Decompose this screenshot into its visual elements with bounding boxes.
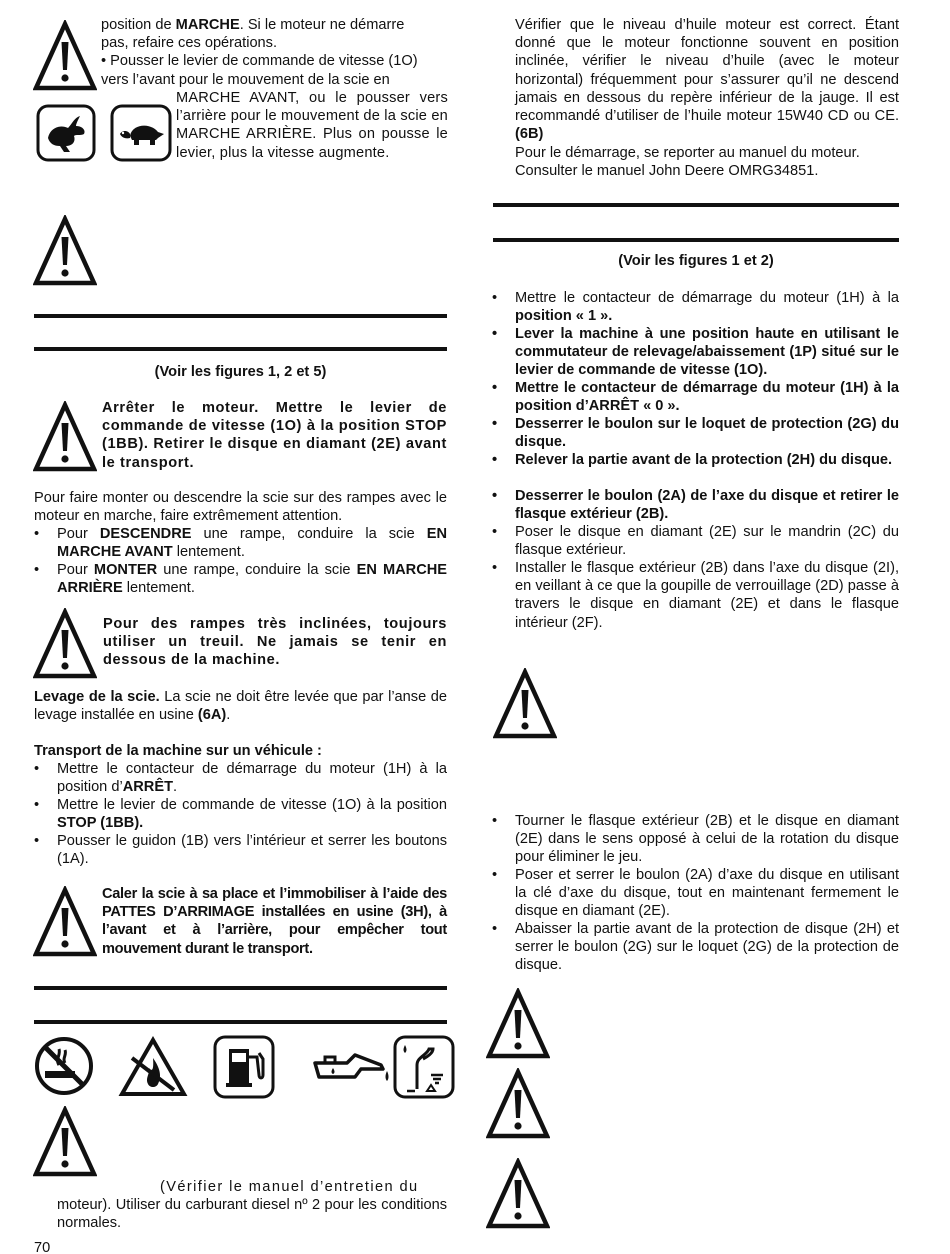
list-item: • Desserrer le boulon (2A) de l’axe du disque et retirer le flasque extérieur (2B). xyxy=(492,488,899,523)
speed-control-text: MARCHE AVANT, ou le pousser vers l’arrière pour le mouvement de la scie en MARCHE ARRIÈRE. Plus on pousse le levier, plus la vitesse augmente. xyxy=(176,90,448,161)
list-item: • Mettre le levier de commande de vitesse (1O) à la position STOP (1BB). xyxy=(34,797,447,832)
top-paragraph: position de MARCHE. Si le moteur ne démarre pas, refaire ces opérations. • Pousser le levier de commande de vitesse (1O) vers l’avant pour le mouvement de la scie en xyxy=(101,17,418,88)
turtle-slow-icon xyxy=(110,104,172,162)
warning-triangle-icon xyxy=(33,608,97,680)
list-item: • Mettre le contacteur de démarrage du moteur (1H) à la position d’ARRÊT « 0 ». xyxy=(492,380,899,415)
oil-can-icon xyxy=(303,1035,393,1097)
list-item: • Poser et serrer le boulon (2A) d’axe du disque en utilisant la clé d’axe du disque, tout en maintenant fermement le disque en diamant (2E). xyxy=(492,867,899,920)
warning-triangle-icon xyxy=(486,988,550,1060)
fuel-text-line1: (Vérifier le manuel d’entretien du xyxy=(160,1179,419,1195)
oil-paragraph: Vérifier que le niveau d’huile moteur est correct. Étant donné que le moteur fonctionne souvent en position inclinée, vérifier le niveau d’huile (avec le moteur horizontal) fréquemment pour s’assurer qu’il ne descend jamais en dessous du repère inférieur de la jauge. Il est recommandé d’utiliser de l’huile moteur 15W40 CD ou CE. (6B) xyxy=(515,17,899,143)
no-flame-icon xyxy=(118,1036,188,1098)
list-item: • Pour DESCENDRE une rampe, conduire la scie EN MARCHE AVANT lentement. xyxy=(34,526,447,561)
list-item: • Tourner le flasque extérieur (2B) et le disque en diamant (2E) dans le sens opposé à celui de la rotation du disque pour éliminer le jeu. xyxy=(492,813,899,866)
coolant-level-icon xyxy=(393,1035,455,1099)
section-figure-reference: (Voir les figures 1 et 2) xyxy=(618,253,774,269)
section-rule xyxy=(34,1020,447,1024)
warning-triangle-icon xyxy=(33,886,97,958)
warning-triangle-icon xyxy=(33,401,97,473)
section-rule xyxy=(34,314,447,318)
lifting-paragraph: Levage de la scie. La scie ne doit être levée que par l’anse de levage installée en usine (6A). xyxy=(34,689,447,724)
ramps-intro: Pour faire monter ou descendre la scie sur des rampes avec le moteur en marche, faire extrêmement attention. xyxy=(34,490,447,525)
section-rule xyxy=(493,238,899,242)
list-item: • Mettre le contacteur de démarrage du moteur (1H) à la position d’ARRÊT. xyxy=(34,761,447,796)
section-figure-reference: (Voir les figures 1, 2 et 5) xyxy=(154,364,327,380)
list-item: • Abaisser la partie avant de la protection de disque (2H) et serrer le boulon (2G) sur le loquet (2G) de la protection de disque. xyxy=(492,921,899,974)
section-rule xyxy=(493,203,899,207)
list-item: • Mettre le contacteur de démarrage du moteur (1H) à la position « 1 ». xyxy=(492,290,899,325)
warning-triangle-icon xyxy=(486,1068,550,1140)
section-rule xyxy=(34,347,447,351)
list-item: • Pour MONTER une rampe, conduire la scie EN MARCHE ARRIÈRE lentement. xyxy=(34,562,448,597)
rabbit-fast-icon xyxy=(36,104,96,162)
transport-heading: Transport de la machine sur un véhicule : xyxy=(34,743,322,759)
warning-triangle-icon xyxy=(486,1158,550,1230)
tie-down-warning-text: Caler la scie à sa place et l’immobiliser à l’aide des PATTES D’ARRIMAGE installées en usine (3H), à l’avant et à l’arrière, pour empêcher tout mouvement durant le transport. xyxy=(102,886,447,957)
section-rule xyxy=(34,986,447,990)
fuel-text-rest: moteur). Utiliser du carburant diesel nº 2 pour les conditions normales. xyxy=(57,1197,447,1232)
winch-warning-text: Pour des rampes très inclinées, toujours utiliser un treuil. Ne jamais se tenir en dessous de la machine. xyxy=(103,616,447,669)
no-smoking-icon xyxy=(33,1035,95,1097)
fuel-pump-icon xyxy=(213,1035,275,1099)
list-item: • Installer le flasque extérieur (2B) dans l’axe du disque (2I), en veillant à ce que la goupille de verrouillage (2D) passe à travers le disque en diamant (2E) et dans le flasque intérieur (2F). xyxy=(492,560,899,631)
list-item: • Poser le disque en diamant (2E) sur le mandrin (2C) du flasque extérieur. xyxy=(492,524,899,559)
list-item: • Pousser le guidon (1B) vers l’intérieur et serrer les boutons (1A). xyxy=(34,833,447,868)
starting-paragraph: Pour le démarrage, se reporter au manuel du moteur. Consulter le manuel John Deere OMRG34851. xyxy=(515,145,860,180)
warning-triangle-icon xyxy=(33,1106,97,1178)
warning-triangle-icon xyxy=(493,668,557,740)
list-item: • Lever la machine à une position haute en utilisant le commutateur de relevage/abaissement (1P) situé sur le levier de commande de vitesse (1O). xyxy=(492,326,899,379)
page-number: 70 xyxy=(34,1240,51,1254)
list-item: • Relever la partie avant de la protection (2H) du disque. xyxy=(492,452,893,468)
warning-triangle-icon xyxy=(33,20,97,92)
list-item: • Desserrer le boulon sur le loquet de protection (2G) du disque. xyxy=(492,416,899,451)
transport-warning-text: Arrêter le moteur. Mettre le levier de commande de vitesse (1O) à la position STOP (1BB). Retirer le disque en diamant (2E) avant le transport. xyxy=(102,400,447,471)
warning-triangle-icon xyxy=(33,215,97,287)
